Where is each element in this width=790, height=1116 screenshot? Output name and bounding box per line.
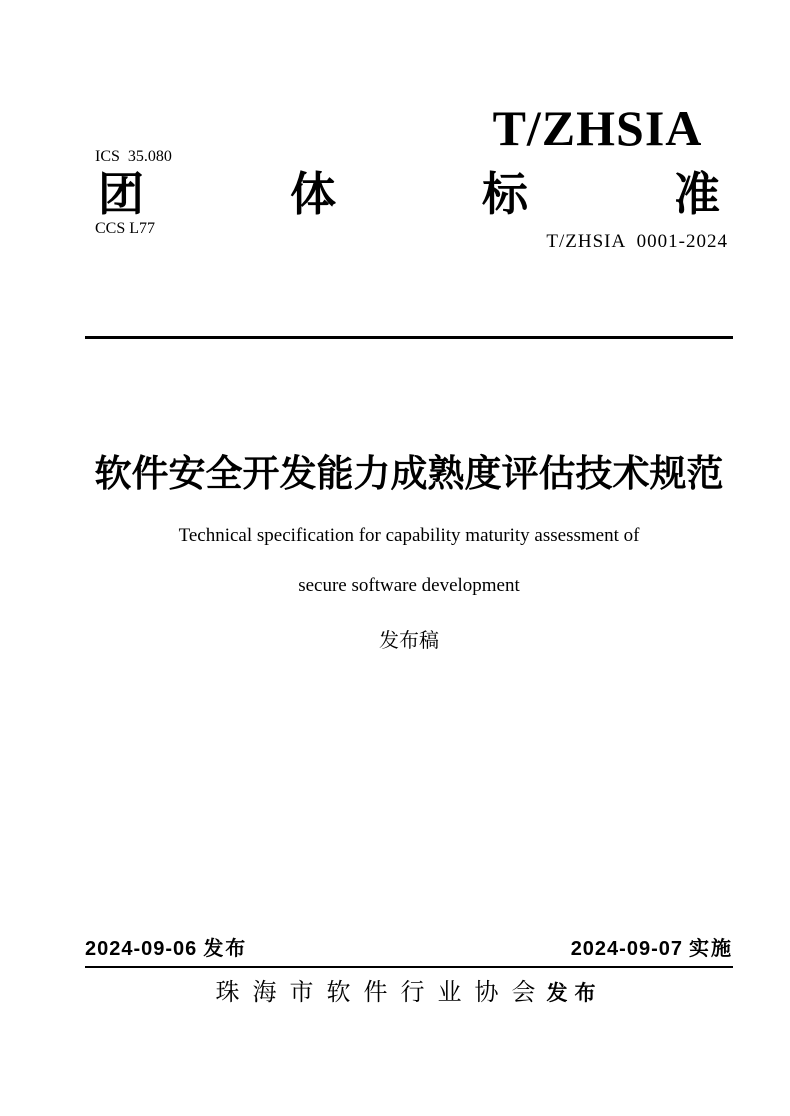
document-type-row [85,167,733,222]
title-chinese: 软件安全开发能力成熟度评估技术规范 [94,453,724,494]
ccs-code: CCS L77 [95,220,156,237]
issue-date-label: 发布 [203,938,248,960]
publisher-row [85,977,733,1012]
ics-code: ICS 35.080 [95,148,172,165]
organization-mark: T/ZHSIA [492,100,703,156]
issue-date-item [85,935,247,963]
implement-date-label: 实施 [689,938,733,960]
title-english-line2: secure software development [298,575,520,596]
publisher-name: 珠海市软件行业协会 [215,979,549,1006]
implement-date: 2024-09-07 [570,938,683,960]
doc-type-char: 准 [674,169,720,220]
doc-type-char: 体 [290,169,336,220]
doc-type-char: 团 [98,169,144,220]
header-rule [85,336,733,339]
publisher-action-label: 发布 [546,982,603,1005]
doc-type-char: 标 [482,169,528,220]
draft-status-label: 发布稿 [379,630,439,652]
implement-date-item [571,935,733,963]
footer-rule [85,966,733,968]
standard-number: T/ZHSIA 0001-2024 [546,231,728,252]
issue-date: 2024-09-06 [85,938,198,960]
title-english-line1: Technical specification for capability maturity assessment of [178,525,640,546]
dates-row [85,935,733,963]
